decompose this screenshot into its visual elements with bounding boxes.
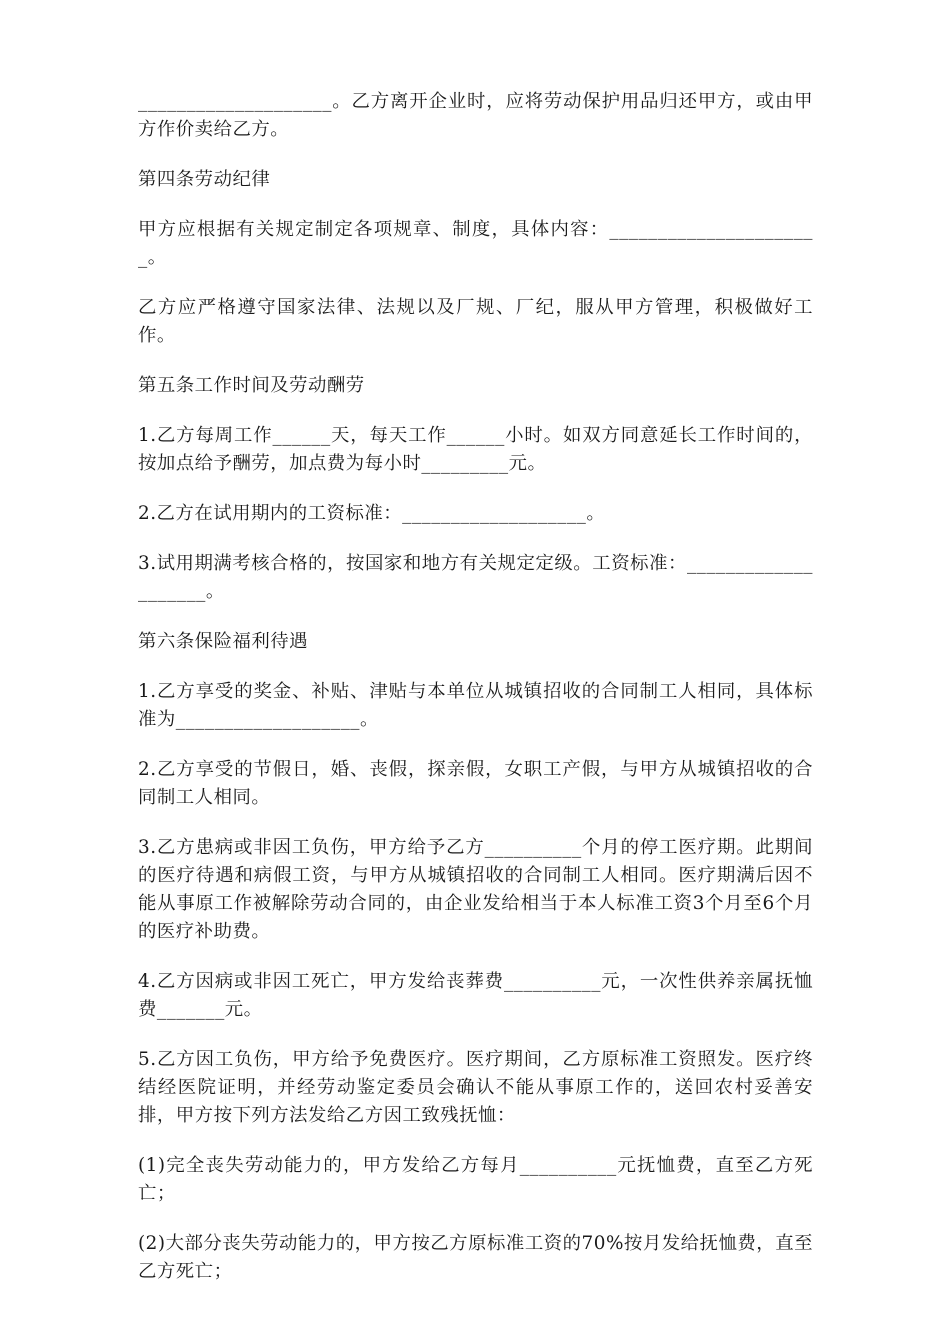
paragraph-wage-standard: 3.试用期满考核合格的，按国家和地方有关规定定级。工资标准：____________________。 xyxy=(138,553,813,602)
paragraph-protective-equipment: ____________________。乙方离开企业时，应将劳动保护用品归还甲方，或由甲方作价卖给乙方。 xyxy=(138,91,813,140)
paragraph-total-disability: (1)完全丧失劳动能力的，甲方发给乙方每月__________元抚恤费，直至乙方死亡； xyxy=(138,1155,813,1204)
paragraph-funeral-expenses: 4.乙方因病或非因工死亡，甲方发给丧葬费__________元，一次性供养亲属抚恤费_______元。 xyxy=(138,971,813,1020)
paragraph-obey-laws: 乙方应严格遵守国家法律、法规以及厂规、厂纪，服从甲方管理，积极做好工作。 xyxy=(138,297,813,346)
paragraph-sick-leave: 3.乙方患病或非因工负伤，甲方给予乙方__________个月的停工医疗期。此期间的医疗待遇和病假工资，与甲方从城镇招收的合同制工人相同。医疗期满后因不能从事原工作被解除劳动合同的，由企业发给相当于本人标准工资3个月至6个月的医疗补助费。 xyxy=(138,837,813,942)
paragraph-holidays-leave: 2.乙方享受的节假日，婚、丧假，探亲假，女职工产假，与甲方从城镇招收的合同制工人相同。 xyxy=(138,759,813,808)
heading-article-6-insurance-welfare: 第六条保险福利待遇 xyxy=(138,631,309,652)
paragraph-probation-wage: 2.乙方在试用期内的工资标准：___________________。 xyxy=(138,503,606,524)
document-body xyxy=(138,88,813,1308)
paragraph-rules-regulations: 甲方应根据有关规定制定各项规章、制度，具体内容：______________________。 xyxy=(138,219,813,268)
paragraph-partial-disability: (2)大部分丧失劳动能力的，甲方按乙方原标准工资的70%按月发给抚恤费，直至乙方死亡； xyxy=(138,1233,813,1282)
paragraph-bonus-subsidy: 1.乙方享受的奖金、补贴、津贴与本单位从城镇招收的合同制工人相同，具体标准为___________________。 xyxy=(138,681,813,730)
paragraph-weekly-hours: 1.乙方每周工作______天，每天工作______小时。如双方同意延长工作时间的，按加点给予酬劳，加点费为每小时_________元。 xyxy=(138,425,813,474)
heading-article-4-labor-discipline: 第四条劳动纪律 xyxy=(138,169,271,190)
paragraph-work-injury: 5.乙方因工负伤，甲方给予免费医疗。医疗期间，乙方原标准工资照发。医疗终结经医院证明，并经劳动鉴定委员会确认不能从事原工作的，送回农村妥善安排，甲方按下列方法发给乙方因工致残抚恤： xyxy=(138,1049,813,1126)
heading-article-5-working-hours-pay: 第五条工作时间及劳动酬劳 xyxy=(138,375,365,396)
